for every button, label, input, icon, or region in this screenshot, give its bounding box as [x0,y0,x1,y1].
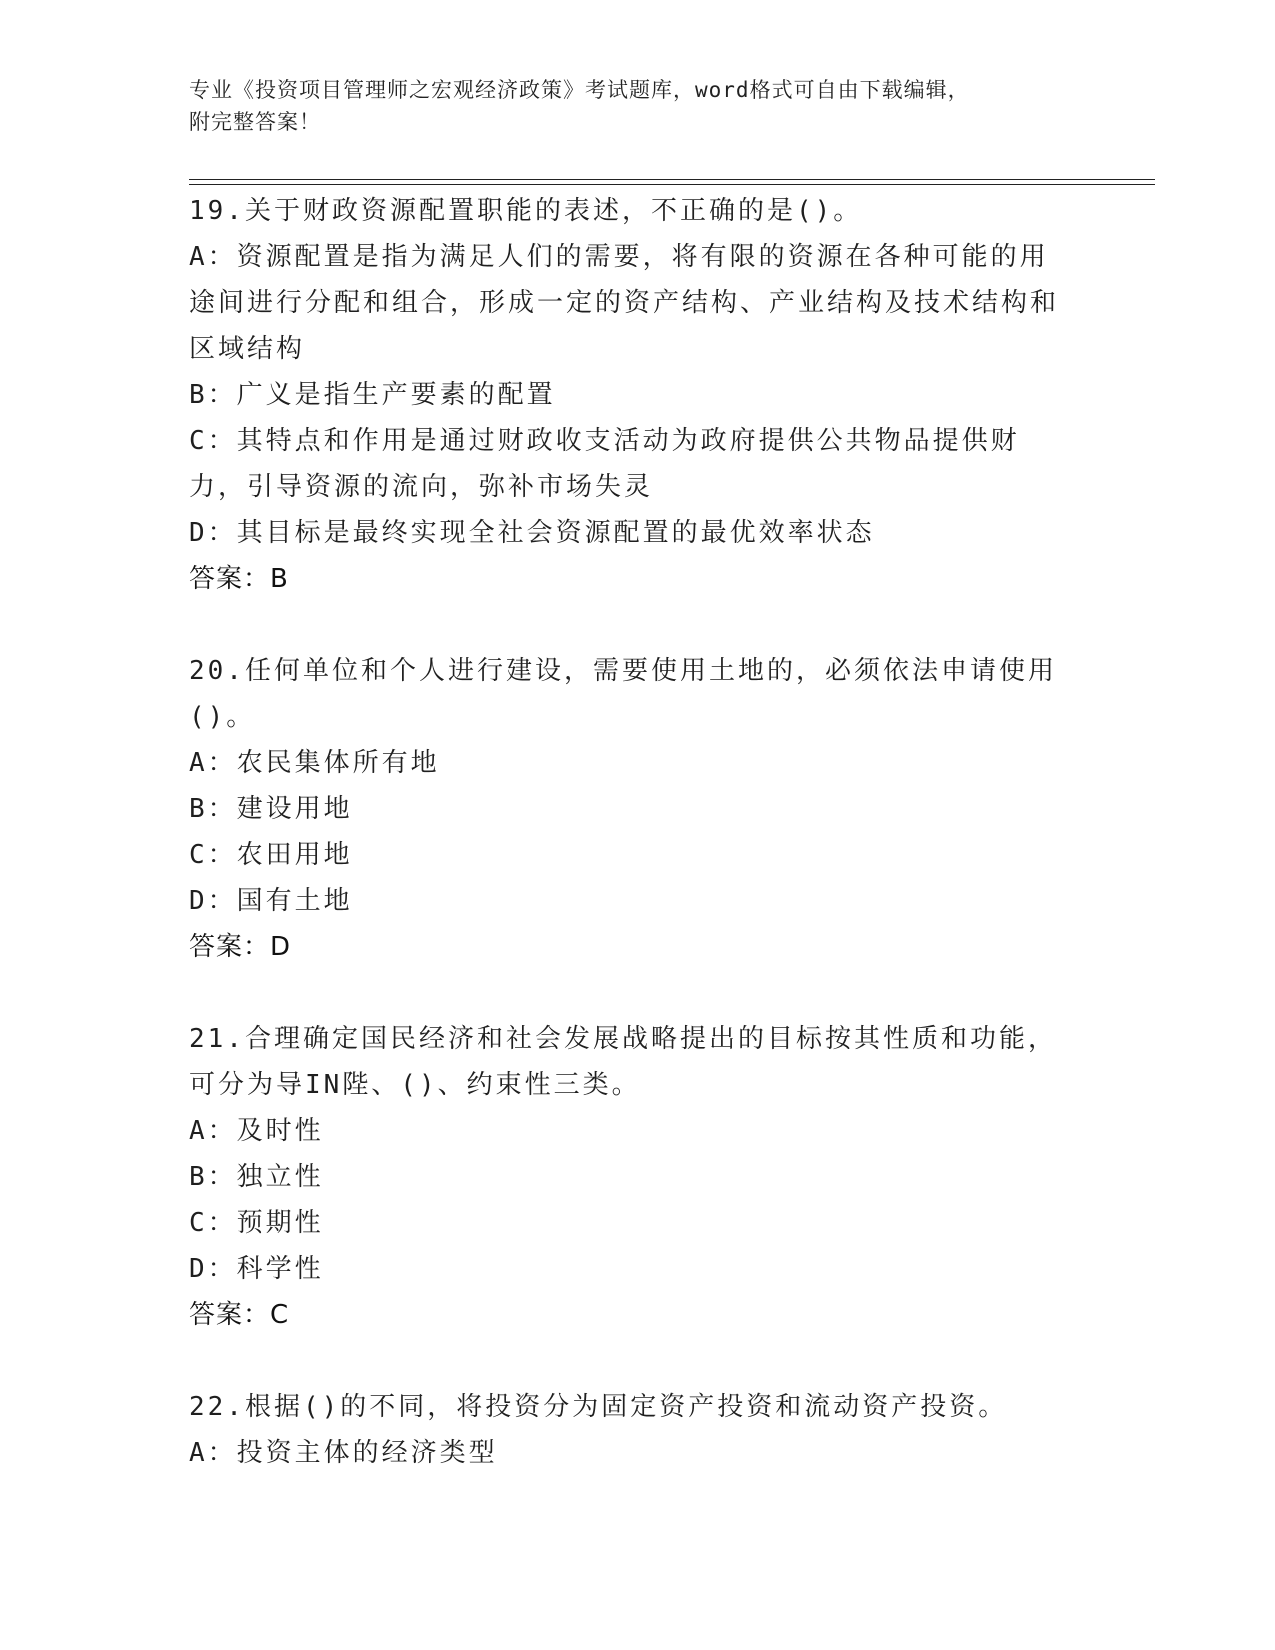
question-stem: 22.根据()的不同，将投资分为固定资产投资和流动资产投资。 [189,1392,1008,1422]
question-list [189,188,1069,1522]
option-a: A：农民集体所有地 [189,748,440,778]
option-d: D：科学性 [189,1254,324,1284]
header-line-2: 附完整答案！ [189,110,321,134]
option-b: B：广义是指生产要素的配置 [189,380,556,410]
option-b: B：建设用地 [189,794,353,824]
answer-label: 答案：B [189,564,289,594]
question-stem: 19.关于财政资源配置职能的表述，不正确的是()。 [189,196,863,226]
question-19 [189,188,1069,602]
option-a: A：投资主体的经济类型 [189,1438,498,1468]
header-divider-bottom [189,184,1155,185]
answer-label: 答案：C [189,1300,290,1330]
option-c: C：农田用地 [189,840,353,870]
header-line-1: 专业《投资项目管理师之宏观经济政策》考试题库，word格式可自由下载编辑， [189,78,970,102]
option-a: A：及时性 [189,1116,324,1146]
option-d: D：国有土地 [189,886,353,916]
document-header [189,74,1069,138]
option-b: B：独立性 [189,1162,324,1192]
question-stem: 21.合理确定国民经济和社会发展战略提出的目标按其性质和功能，可分为导IN陛、()、约束性三类。 [189,1024,1057,1100]
header-divider-top [189,179,1155,180]
question-21 [189,1016,1069,1338]
option-c: C：预期性 [189,1208,324,1238]
option-a: A：资源配置是指为满足人们的需要，将有限的资源在各种可能的用途间进行分配和组合，形成一定的资产结构、产业结构及技术结构和区域结构 [189,242,1060,364]
question-22 [189,1384,1069,1476]
option-c: C：其特点和作用是通过财政收支活动为政府提供公共物品提供财力，引导资源的流向，弥补市场失灵 [189,426,1020,502]
question-stem: 20.任何单位和个人进行建设，需要使用土地的，必须依法申请使用()。 [189,656,1057,732]
question-20 [189,648,1069,970]
answer-label: 答案：D [189,932,292,962]
option-d: D：其目标是最终实现全社会资源配置的最优效率状态 [189,518,875,548]
